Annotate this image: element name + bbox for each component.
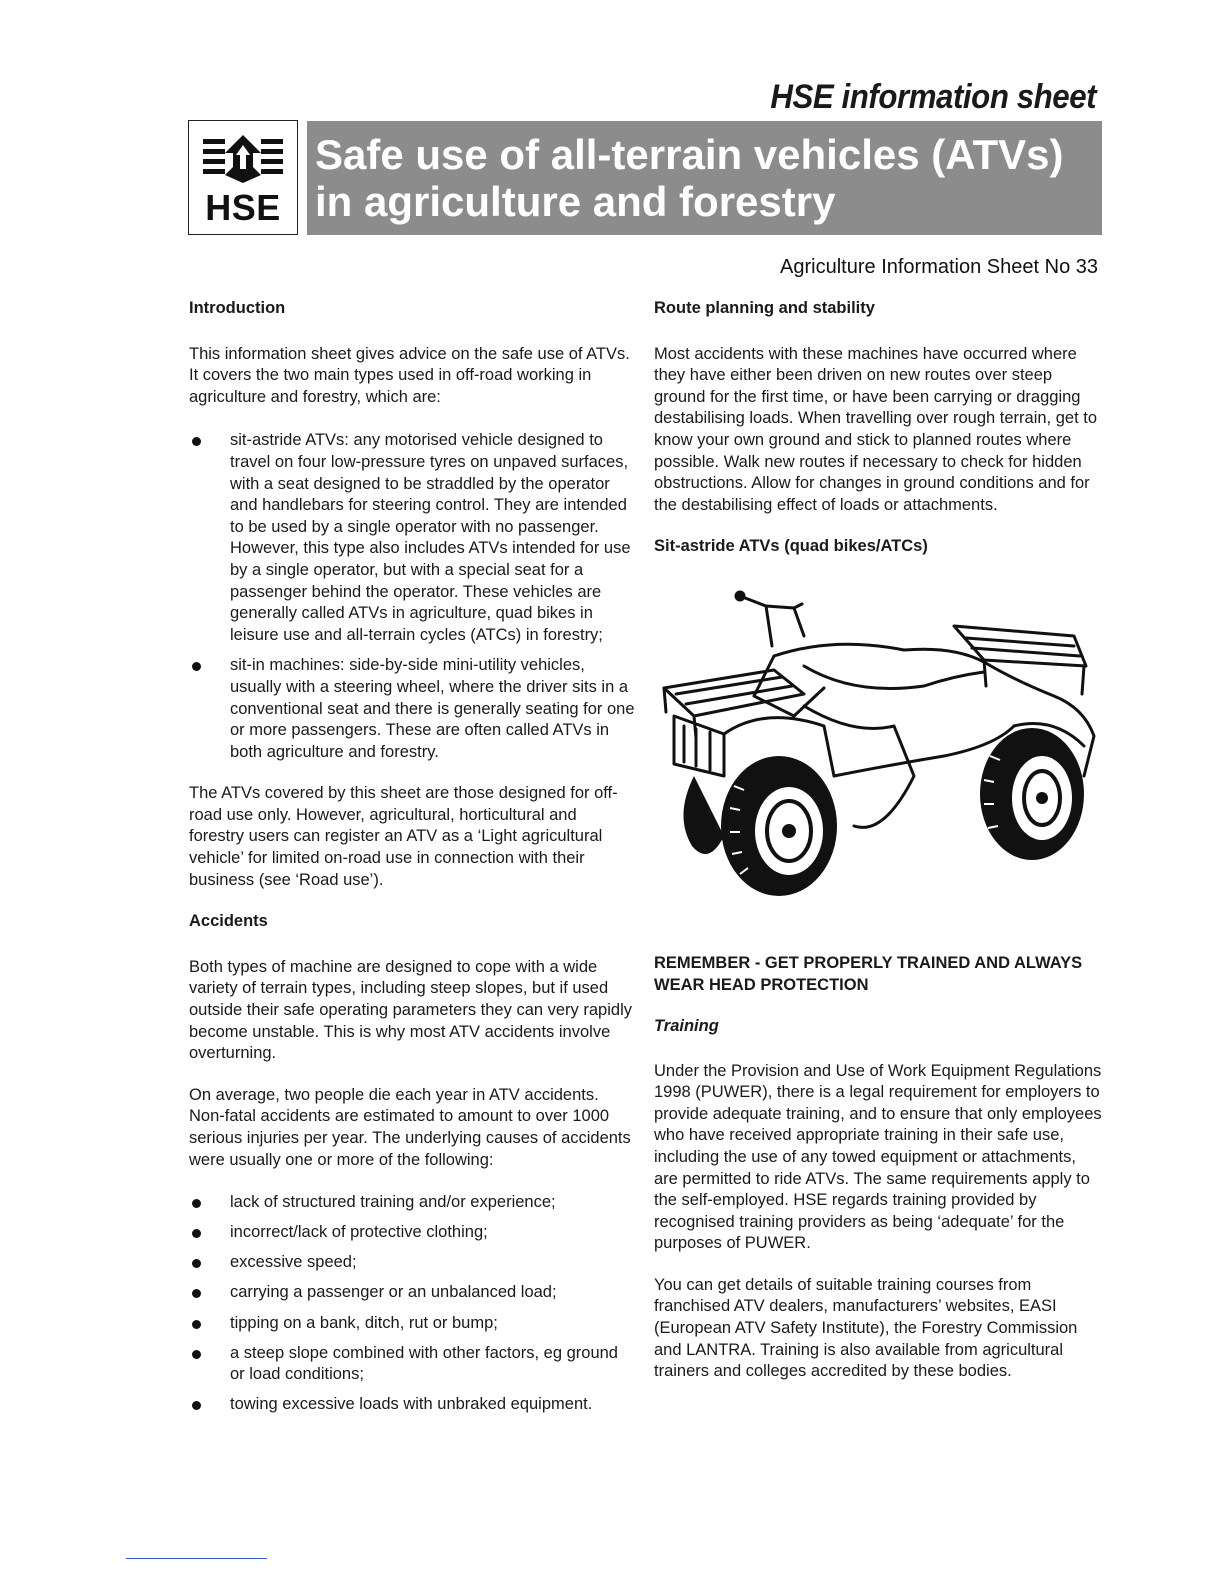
remember-notice: REMEMBER - GET PROPERLY TRAINED AND ALWAYS WEAR HEAD PROTECTION <box>654 953 1083 994</box>
training-paragraph-1: Under the Provision and Use of Work Equipment Regulations 1998 (PUWER), there is a legal requirement for employers to provide adequate training, and to ensure that only employees who have received appropriate training in their safe use, including the use of any towed equipment or attachments, are permitted to ride ATVs. The same requirements apply to the self-employed. HSE regards training provided by recognised training providers as being ‘adequate’ for the purposes of PUWER. <box>654 1061 1102 1253</box>
sit-astride-heading: Sit-astride ATVs (quad bikes/ATCs) <box>654 537 928 556</box>
hse-logo-text: HSE <box>205 187 281 228</box>
atv-types-list <box>189 430 635 763</box>
route-heading: Route planning and stability <box>654 299 875 317</box>
list-item: a steep slope combined with other factors, eg ground or load conditions; <box>189 1343 635 1386</box>
bullet-icon <box>192 662 201 671</box>
list-item: sit-astride ATVs: any motorised vehicle designed to travel on four low-pressure tyres on unpaved surfaces, with a seat designed to be straddled by the operator and handlebars for steering control. They are intended to be used by a single operator with no passenger. However, this type also includes ATVs intended for use by a single operator, but with a special seat for a passenger behind the operator. These vehicles are generally called ATVs in agriculture, quad bikes in leisure use and all-terrain cycles (ATCs) in forestry; <box>189 430 635 646</box>
accidents-paragraph-1: Both types of machine are designed to cope with a wide variety of terrain types, including steep slopes, but if used outside their safe operating parameters they can very rapidly become unstable. This is why most ATV accidents involve overturning. <box>189 957 632 1063</box>
right-column <box>654 298 1102 1383</box>
covered-paragraph: The ATVs covered by this sheet are those designed for off-road use only. However, agricultural, horticultural and forestry users can register an ATV as a ‘Light agricultural vehicle’ for limited on-road use in connection with their business (see ‘Road use’). <box>189 784 618 889</box>
hse-emblem-icon <box>203 133 283 185</box>
bullet-icon <box>192 1289 201 1298</box>
intro-heading: Introduction <box>189 299 286 317</box>
title-line-1: Safe use of all-terrain vehicles (ATVs) <box>315 131 1064 178</box>
atv-illustration <box>654 576 1102 906</box>
training-paragraph-2: You can get details of suitable training courses from franchised ATV dealers, manufacturers’ websites, EASI (European ATV Safety Institute), the Forestry Commission and LANTRA. Training is also available from agricultural trainers and colleges accredited by these bodies. <box>654 1275 1078 1381</box>
left-column <box>189 298 635 1416</box>
bullet-icon <box>192 1229 201 1238</box>
list-item: carrying a passenger or an unbalanced load; <box>189 1282 635 1304</box>
bullet-icon <box>192 437 201 446</box>
bullet-icon <box>192 1199 201 1208</box>
training-heading: Training <box>654 1016 719 1035</box>
sheet-number: Agriculture Information Sheet No 33 <box>780 256 1098 278</box>
causes-list <box>189 1192 635 1416</box>
intro-paragraph: This information sheet gives advice on the safe use of ATVs. It covers the two main types used in off-road working in agriculture and forestry, which are: <box>189 344 630 406</box>
list-item: lack of structured training and/or experience; <box>189 1192 635 1214</box>
list-item: incorrect/lack of protective clothing; <box>189 1222 635 1244</box>
list-item: tipping on a bank, ditch, rut or bump; <box>189 1313 635 1335</box>
bullet-icon <box>192 1259 201 1268</box>
bullet-icon <box>192 1401 201 1410</box>
list-item: sit-in machines: side-by-side mini-utility vehicles, usually with a steering wheel, where the driver sits in a conventional seat and there is generally seating for one or more passengers. These are often called ATVs in both agriculture and forestry. <box>189 655 635 763</box>
route-paragraph: Most accidents with these machines have occurred where they have either been driven on new routes over steep ground for the first time, or have been carrying or dragging destabilising loads. When travelling over rough terrain, get to know your own ground and stick to planned routes where possible. Walk new routes if necessary to check for hidden obstructions. Allow for changes in ground conditions and for the destabilising effect of loads or attachments. <box>654 344 1097 514</box>
list-item: excessive speed; <box>189 1252 635 1274</box>
accidents-heading: Accidents <box>189 912 268 931</box>
title-line-2: in agriculture and forestry <box>315 178 836 225</box>
hse-logo <box>188 120 298 235</box>
bullet-icon <box>192 1320 201 1329</box>
title-banner <box>307 121 1102 235</box>
accidents-paragraph-2: On average, two people die each year in ATV accidents. Non-fatal accidents are estimated to amount to over 1000 serious injuries per year. The underlying causes of accidents were usually one or more of the following: <box>189 1085 631 1169</box>
bullet-icon <box>192 1350 201 1359</box>
list-item: towing excessive loads with unbraked equipment. <box>189 1394 635 1416</box>
footnote-divider <box>126 1558 267 1559</box>
series-title: HSE information sheet <box>770 78 1096 116</box>
quad-bike-icon <box>654 576 1102 906</box>
